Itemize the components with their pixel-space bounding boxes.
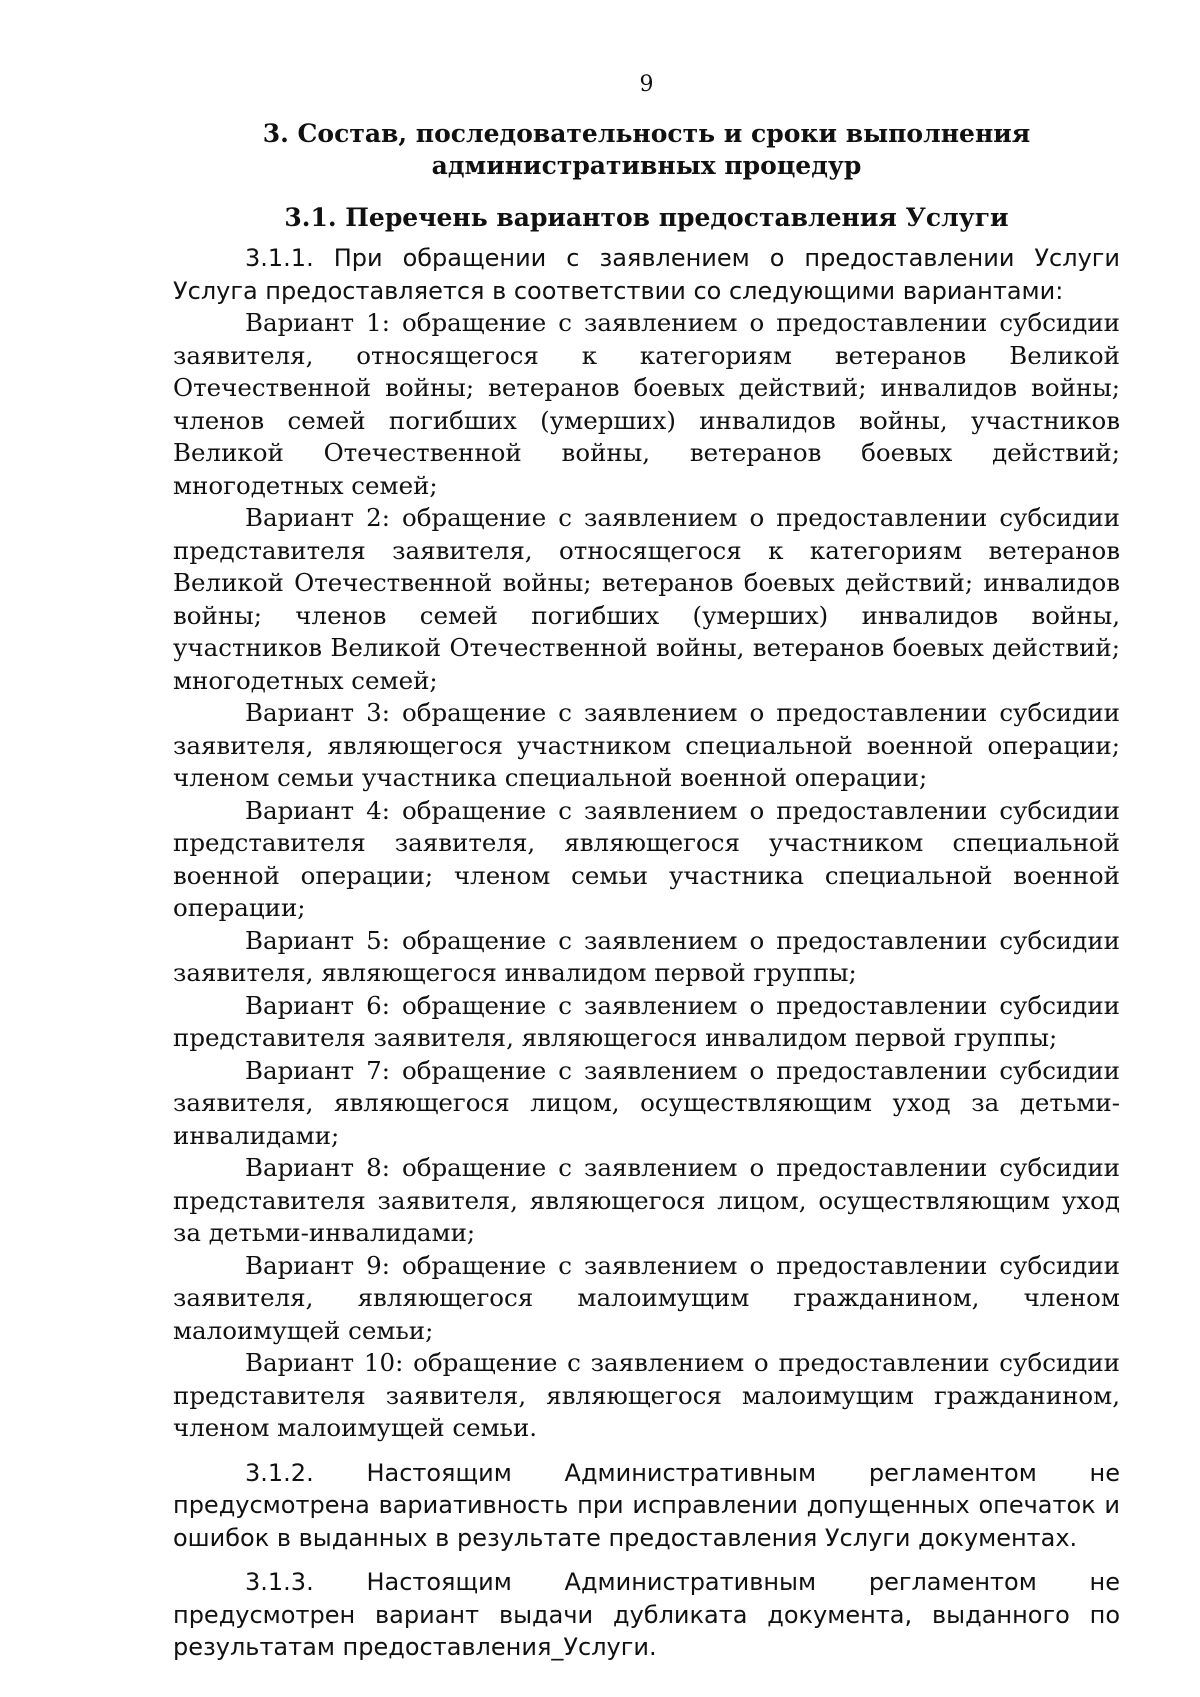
clause-3-1-3-text: Настоящим Административным регламентом не предусмотрен вариант выдачи дубликата документа, выданного по результатам предоставления_Услуги. (173, 1568, 1120, 1661)
variant-7: Вариант 7: обращение с заявлением о предоставлении субсидии заявителя, являющегося лицом, осуществляющим уход за детьми-инвалидами; (173, 1055, 1120, 1150)
clause-3-1-1 (173, 242, 1120, 307)
clause-3-1-2 (173, 1457, 1120, 1555)
page-number: 9 (639, 72, 654, 97)
clause-3-1-3 (173, 1566, 1120, 1664)
section-title: 3. Состав, последовательность и сроки выполнения административных процедур (262, 119, 1031, 180)
variant-6: Вариант 6: обращение с заявлением о предоставлении субсидии представителя заявителя, являющегося инвалидом первой группы; (173, 990, 1120, 1052)
variant-5: Вариант 5: обращение с заявлением о предоставлении субсидии заявителя, являющегося инвалидом первой группы; (173, 925, 1120, 987)
variant-2: Вариант 2: обращение с заявлением о предоставлении субсидии представителя заявителя, относящегося к категориям ветеранов Великой Отечественной войны; ветеранов боевых действий; инвалидов войны; членов семей погибших (умерших) инвалидов войны, участников Великой Отечественной войны, ветеранов боевых действий; многодетных семей; (173, 503, 1120, 695)
variant-4: Вариант 4: обращение с заявлением о предоставлении субсидии представителя заявителя, являющегося участником специальной военной операции; членом семьи участника специальной военной операции; (173, 795, 1120, 922)
clause-3-1-2-text: Настоящим Административным регламентом не предусмотрена вариативность при исправлении допущенных опечаток и ошибок в выданных в результате предоставления Услуги документах. (173, 1458, 1120, 1552)
variant-1: Вариант 1: обращение с заявлением о предоставлении субсидии заявителя, относящегося к категориям ветеранов Великой Отечественной войны; ветеранов боевых действий; инвалидов войны; членов семей погибших (умерших) инвалидов войны, участников Великой Отечественной войны, ветеранов боевых действий; многодетных семей; (173, 308, 1120, 500)
clause-3-1-1-text: При обращении с заявлением о предоставлении Услуги Услуга предоставляется в соответствии со следующими вариантами: (173, 244, 1120, 305)
variant-8: Вариант 8: обращение с заявлением о предоставлении субсидии представителя заявителя, являющегося лицом, осуществляющим уход за детьми-инвалидами; (173, 1153, 1120, 1247)
clause-3-1-3-number: 3.1.3. (245, 1568, 314, 1596)
clause-3-1-1-number: 3.1.1. (245, 244, 314, 272)
subsection-title: 3.1. Перечень вариантов предоставления Услуги (284, 203, 1009, 232)
variant-10: Вариант 10: обращение с заявлением о предоставлении субсидии представителя заявителя, являющегося малоимущим гражданином, членом малоимущей семьи. (173, 1348, 1120, 1442)
document-page (173, 60, 1120, 1664)
variant-9: Вариант 9: обращение с заявлением о предоставлении субсидии заявителя, являющегося малоимущим гражданином, членом малоимущей семьи; (173, 1250, 1120, 1345)
clause-3-1-2-number: 3.1.2. (245, 1458, 314, 1487)
variant-3: Вариант 3: обращение с заявлением о предоставлении субсидии заявителя, являющегося участником специальной военной операции; членом семьи участника специальной военной операции; (173, 698, 1120, 792)
